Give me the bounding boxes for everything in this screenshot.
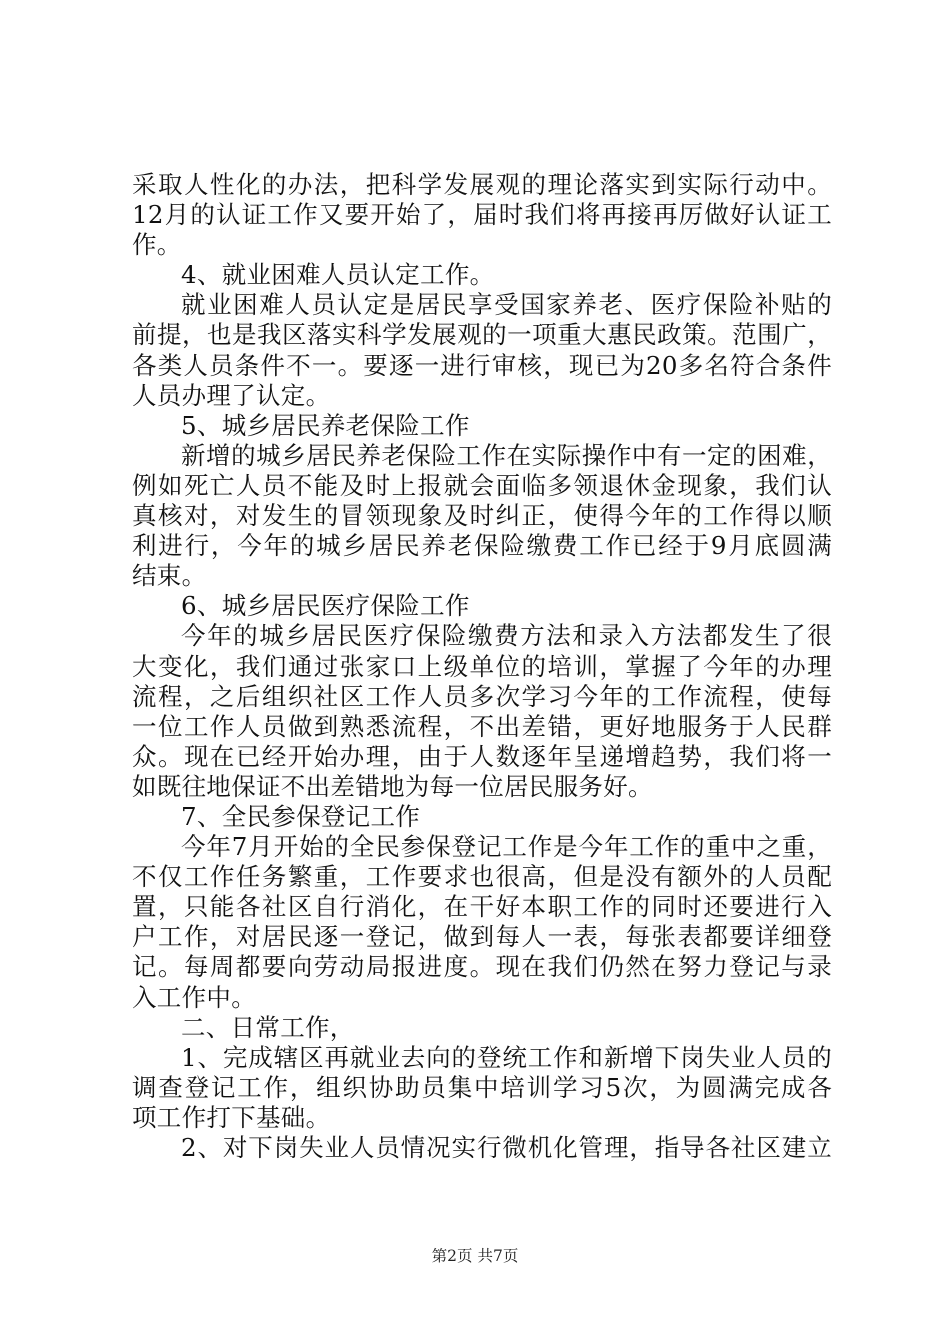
text-line: 前提，也是我区落实科学发展观的一项重大惠民政策。范围广， (132, 320, 832, 350)
text-line: 例如死亡人员不能及时上报就会面临多领退休金现象，我们认 (132, 470, 832, 500)
document-body (132, 170, 832, 1163)
text-line: 各类人员条件不一。要逐一进行审核，现已为20多名符合条件 (132, 350, 832, 380)
text-line: 结束。 (132, 561, 207, 591)
text-line: 4、就业困难人员认定工作。 (181, 260, 495, 290)
text-line: 就业困难人员认定是居民享受国家养老、医疗保险补贴的 (181, 290, 832, 320)
text-line: 调查登记工作，组织协助员集中培训学习5次，为圆满完成各 (132, 1072, 832, 1102)
text-line: 不仅工作任务繁重，工作要求也很高，但是没有额外的人员配 (132, 862, 832, 892)
text-line: 一位工作人员做到熟悉流程，不出差错，更好地服务于人民群 (132, 711, 832, 741)
text-line: 置，只能各社区自行消化，在干好本职工作的同时还要进行入 (132, 892, 832, 922)
text-line: 新增的城乡居民养老保险工作在实际操作中有一定的困难， (181, 440, 832, 470)
text-line: 7、全民参保登记工作 (181, 801, 421, 831)
text-line: 12月的认证工作又要开始了，届时我们将再接再厉做好认证工 (132, 200, 832, 230)
text-line: 真核对，对发生的冒领现象及时纠正，使得今年的工作得以顺 (132, 501, 832, 531)
text-line: 户工作，对居民逐一登记，做到每人一表，每张表都要详细登 (132, 922, 832, 952)
text-line: 记。每周都要向劳动局报进度。现在我们仍然在努力登记与录 (132, 952, 832, 982)
text-line: 如既往地保证不出差错地为每一位居民服务好。 (132, 771, 653, 801)
text-line: 二、日常工作， (181, 1012, 355, 1042)
text-line: 6、城乡居民医疗保险工作 (181, 591, 470, 621)
text-line: 入工作中。 (132, 982, 256, 1012)
page-footer: 第2页 共7页 (431, 1247, 519, 1265)
text-line: 利进行，今年的城乡居民养老保险缴费工作已经于9月底圆满 (132, 531, 832, 561)
text-line: 今年的城乡居民医疗保险缴费方法和录入方法都发生了很 (181, 621, 832, 651)
text-line: 人员办理了认定。 (132, 380, 331, 410)
text-line: 1、完成辖区再就业去向的登统工作和新增下岗失业人员的 (181, 1042, 832, 1072)
text-line: 众。现在已经开始办理，由于人数逐年呈递增趋势，我们将一 (132, 741, 832, 771)
text-line: 今年7月开始的全民参保登记工作是今年工作的重中之重， (181, 832, 832, 862)
text-line: 大变化，我们通过张家口上级单位的培训，掌握了今年的办理 (132, 651, 832, 681)
text-line: 作。 (132, 230, 182, 260)
text-line: 5、城乡居民养老保险工作 (181, 410, 470, 440)
text-line: 采取人性化的办法，把科学发展观的理论落实到实际行动中。 (132, 170, 832, 199)
text-line: 流程，之后组织社区工作人员多次学习今年的工作流程，使每 (132, 681, 832, 711)
text-line: 2、对下岗失业人员情况实行微机化管理，指导各社区建立 (181, 1133, 832, 1162)
text-line: 项工作打下基础。 (132, 1102, 331, 1132)
